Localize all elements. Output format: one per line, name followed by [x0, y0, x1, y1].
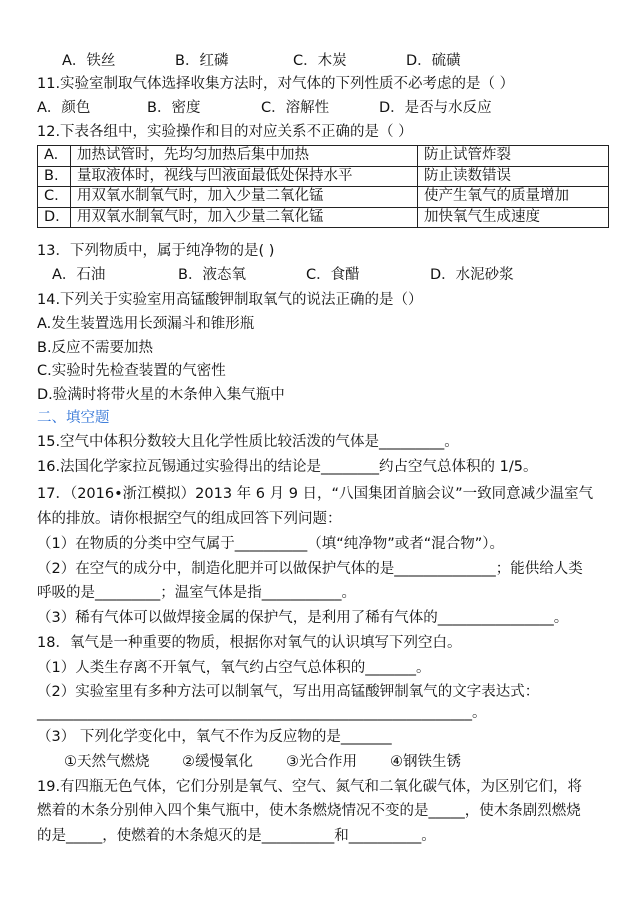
q14-option-a: A.发生装置选用长颈漏斗和锥形瓶 [37, 316, 255, 332]
q18-option-2: ②缓慢氧化 [182, 754, 253, 770]
q18-line-2: （1）人类生存离不开氧气，氧气约占空气总体积的_______。 [37, 660, 431, 676]
q18-line-4: ____________________________________________________________。 [37, 705, 487, 721]
q18-line-3: （2）实验室里有多种方法可以制氧气，写出用高锰酸钾制氧气的文字表达式： [37, 684, 540, 700]
table-cell: B. [38, 166, 71, 187]
q13-option-d: D．水泥砂浆 [430, 267, 514, 283]
table-row [38, 207, 609, 228]
section-title: 二、填空题 [37, 410, 110, 426]
q14-option-c: C.实验时先检查装置的气密性 [37, 363, 226, 379]
q19-line-3: 的是_____，使燃着的木条熄灭的是__________和__________。 [37, 828, 436, 844]
q12-stem: 12.下表各组中，实验操作和目的对应关系不正确的是（ ） [37, 124, 413, 140]
q18-line-1: 18．氧气是一种重要的物质，根据你对氧气的认识填写下列空白。 [37, 635, 462, 651]
q19-line-2: 燃着的木条分别伸入四个集气瓶中，使木条燃烧情况不变的是_____，使木条剧烈燃烧 [37, 803, 581, 819]
q18-option-3: ③光合作用 [286, 754, 357, 770]
q18-line-5: （3） 下列化学变化中，氧气不作为反应物的是_______ [37, 729, 392, 745]
q17-line-3: （1）在物质的分类中空气属于__________（填“纯净物”或者“混合物”）。 [37, 536, 505, 552]
q12-table [37, 145, 609, 228]
q10-option-c: C．木炭 [293, 53, 347, 69]
table-cell: 加热试管时，先均匀加热后集中加热 [71, 146, 418, 167]
q14-option-b: B.反应不需要加热 [37, 340, 154, 356]
q15-stem: 15.空气中体积分数较大且化学性质比较活泼的气体是_________。 [37, 434, 459, 450]
table-row [38, 166, 609, 187]
q18-options [64, 752, 461, 772]
table-cell: 防止试管炸裂 [418, 146, 609, 167]
q10-option-a: A．铁丝 [62, 53, 116, 69]
q11-option-d: D．是否与水反应 [379, 100, 492, 116]
q13-option-b: B．液态氧 [178, 267, 246, 283]
q11-stem: 11.实验室制取气体选择收集方法时，对气体的下列性质不必考虑的是（ ） [37, 76, 515, 92]
q14-stem: 14.下列关于实验室用高锰酸钾制取氧气的说法正确的是（） [37, 292, 423, 308]
table-cell: D. [38, 207, 71, 228]
table-cell: 用双氧水制氧气时，加入少量二氧化锰 [71, 187, 418, 208]
q11-option-a: A．颜色 [37, 100, 91, 116]
table-cell: 量取液体时，视线与凹液面最低处保持水平 [71, 166, 418, 187]
q16-stem: 16.法国化学家拉瓦锡通过实验得出的结论是________约占空气总体积的 1/5。 [37, 459, 538, 475]
table-row [38, 187, 609, 208]
table-cell: 用双氧水制氧气时，加入少量二氧化锰 [71, 207, 418, 228]
q10-option-b: B．红磷 [175, 53, 229, 69]
table-cell: A. [38, 146, 71, 167]
q19-line-1: 19.有四瓶无色气体，它们分别是氧气、空气、氮气和二氧化碳气体，为区别它们，将 [37, 779, 583, 795]
q18-option-4: ④钢铁生锈 [390, 754, 461, 770]
q17-line-5: 呼吸的是_________；温室气体是指___________。 [37, 585, 356, 601]
q11-option-c: C．溶解性 [261, 100, 330, 116]
q14-option-d: D.验满时将带火星的木条伸入集气瓶中 [37, 387, 285, 403]
q17-line-4: （2）在空气的成分中，制造化肥并可以做保护气体的是______________；能供给人类 [37, 561, 583, 577]
table-cell: 使产生氧气的质量增加 [418, 187, 609, 208]
q17-line-1: 17．（2016•浙江模拟）2013 年 6 月 9 日，“八国集团首脑会议”一致同意减少温室气 [37, 486, 594, 502]
q13-stem: 13．下列物质中，属于纯净物的是( ) [37, 243, 275, 259]
q17-line-6: （3）稀有气体可以做焊接金属的保护气，是利用了稀有气体的________________。 [37, 610, 569, 626]
q10-option-d: D．硫磺 [406, 53, 461, 69]
q13-options [52, 265, 514, 285]
table-cell: 防止读数错误 [418, 166, 609, 187]
table-row [38, 146, 609, 167]
q11-option-b: B．密度 [147, 100, 201, 116]
q13-option-a: A．石油 [52, 267, 106, 283]
q17-line-2: 体的排放。请你根据空气的组成回答下列问题： [37, 511, 342, 527]
table-cell: 加快氧气生成速度 [418, 207, 609, 228]
q13-option-c: C．食醋 [306, 267, 360, 283]
q10-options [62, 51, 461, 71]
table-cell: C. [38, 187, 71, 208]
q18-option-1: ①天然气燃烧 [64, 754, 150, 770]
q11-options [37, 98, 492, 118]
